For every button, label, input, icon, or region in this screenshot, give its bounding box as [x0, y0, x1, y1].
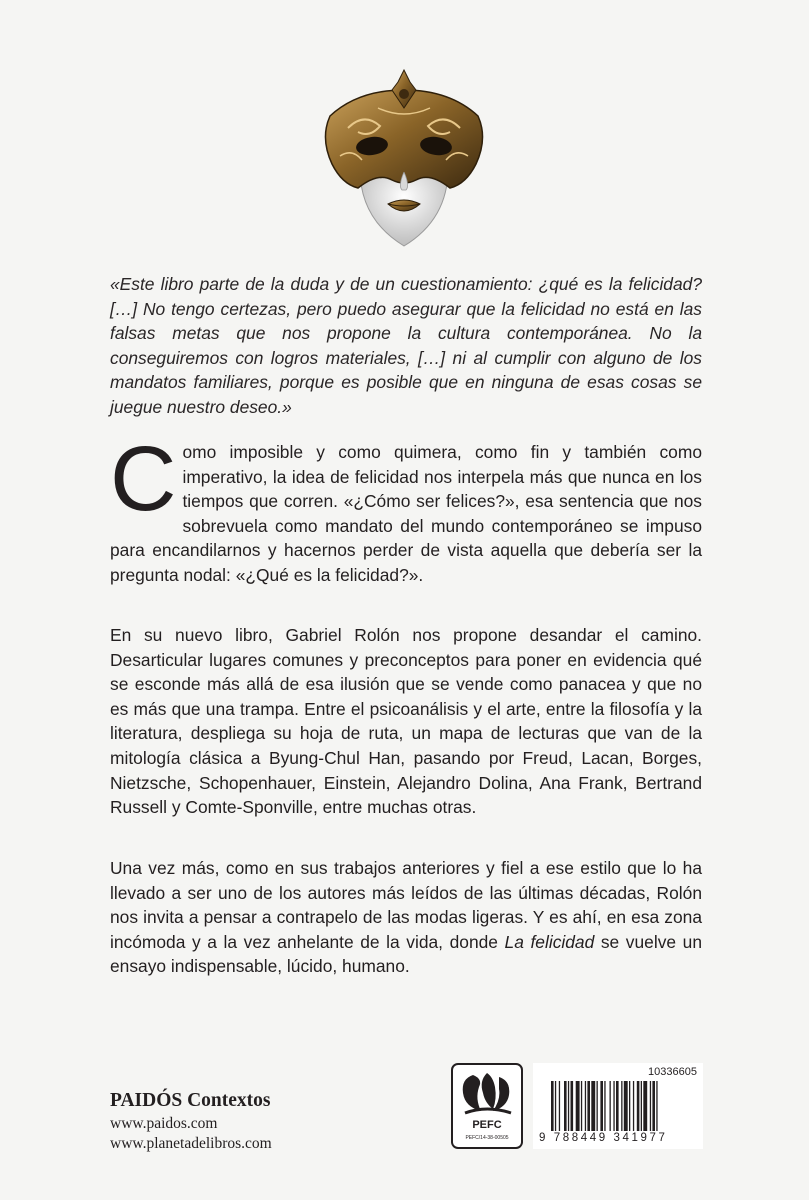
mask-icon — [318, 68, 490, 250]
description-paragraph-1 — [110, 428, 702, 588]
isbn-barcode — [533, 1063, 703, 1149]
barcode-bar — [585, 1081, 586, 1131]
barcode-bar — [637, 1081, 640, 1131]
paragraph-3-text-end: se vuelve un ensayo indispensable, lúcido, humano. — [110, 931, 703, 977]
barcode-bar — [591, 1081, 595, 1131]
barcode-bar — [597, 1081, 598, 1131]
barcode-bar — [559, 1081, 560, 1131]
barcode-bar — [604, 1081, 605, 1131]
publisher-url-paidos: www.paidos.com — [110, 1115, 218, 1132]
publisher-imprint: PAIDÓS Contextos — [110, 1090, 271, 1111]
barcode-bar — [587, 1081, 590, 1131]
barcode-bar — [616, 1081, 619, 1131]
barcode-bar — [568, 1081, 569, 1131]
internal-code: 10336605 — [648, 1066, 697, 1078]
barcode-bar — [629, 1081, 630, 1131]
description-paragraph-3 — [110, 856, 702, 979]
barcode-bar — [613, 1081, 614, 1131]
barcode-bar — [633, 1081, 634, 1131]
barcode-bar — [600, 1081, 603, 1131]
isbn-number: 9 788449 341977 — [539, 1132, 668, 1144]
barcode-bar — [643, 1081, 647, 1131]
barcode-bar — [641, 1081, 642, 1131]
barcode-bar — [571, 1081, 574, 1131]
description-paragraph-2: En su nuevo libro, Gabriel Rolón nos propone desandar el camino. Desarticular lugares comunes y preconceptos para poner en evidencia qué se esconde más allá de esa ilusión que se vende como panacea y que no es más que una trampa. Entre el psicoanálisis y el arte, entre la filosofía y la literatura, despliega su hoja de ruta, un mapa de lecturas que van de la mitología clásica a Byung-Chul Han, pasando por Freud, Lacan, Borges, Nietzsche, Schopenhauer, Einstein, Alejandro Dolina, Ana Frank, Bertrand Russell y Comte-Sponville, entre muchas otras. — [110, 625, 702, 818]
paragraph-3-text-start: Una vez más, como en sus trabajos anteriores y fiel a ese estilo que lo ha llevado a ser uno de los autores más leídos de las últimas décadas, Rolón nos invita a pensar a contrapelo de las modas ligeras. Y es ahí, en esa zona incómoda y a la vez anhelante de la vida, donde — [110, 858, 702, 952]
pefc-tree-icon — [453, 1065, 521, 1119]
barcode-bar — [621, 1081, 622, 1131]
pefc-label: PEFC — [472, 1119, 502, 1131]
back-cover-quote: «Este libro parte de la duda y de un cuestionamiento: ¿qué es la felicidad? […] No tengo certezas, pero puedo asegurar que la felicidad no está en las falsas metas que nos propone la cultura contemporánea. No la conseguiremos con logros materiales, […] ni al cumplir con alguno de los mandatos familiares, porque es posible que en ninguna de esas cosas se juegue nuestro deseo.» — [110, 274, 702, 417]
barcode-bar — [656, 1081, 657, 1131]
paragraph-1-text: omo imposible y como quimera, como fin y también como imperativo, la idea de felicidad nos interpela más que nunca en los tiempos que corren. «¿Cómo ser felices?», esa sentencia que nos sobrevuela como mandato del mundo contemporáneo se impuso para encandilarnos y hacernos perder de vista aquella que debería ser la pregunta nodal: «¿Qué es la felicidad?». — [110, 442, 702, 585]
barcode-bar — [555, 1081, 556, 1131]
barcode-bar — [564, 1081, 567, 1131]
barcode-bar — [650, 1081, 651, 1131]
book-title: La felicidad — [504, 931, 595, 952]
drop-cap: C — [110, 428, 177, 530]
publisher-block — [110, 1088, 272, 1154]
barcode-bar — [581, 1081, 582, 1131]
barcode-bar — [652, 1081, 655, 1131]
publisher-url-planeta: www.planetadelibros.com — [110, 1135, 272, 1152]
barcode-bar — [624, 1081, 628, 1131]
pefc-certification-logo — [451, 1063, 523, 1149]
venetian-mask-illustration — [318, 68, 490, 250]
barcode-bar — [576, 1081, 580, 1131]
pefc-code: PEFC/14-38-00505 — [465, 1135, 509, 1141]
barcode-bar — [551, 1081, 554, 1131]
barcode-bar — [610, 1081, 611, 1131]
